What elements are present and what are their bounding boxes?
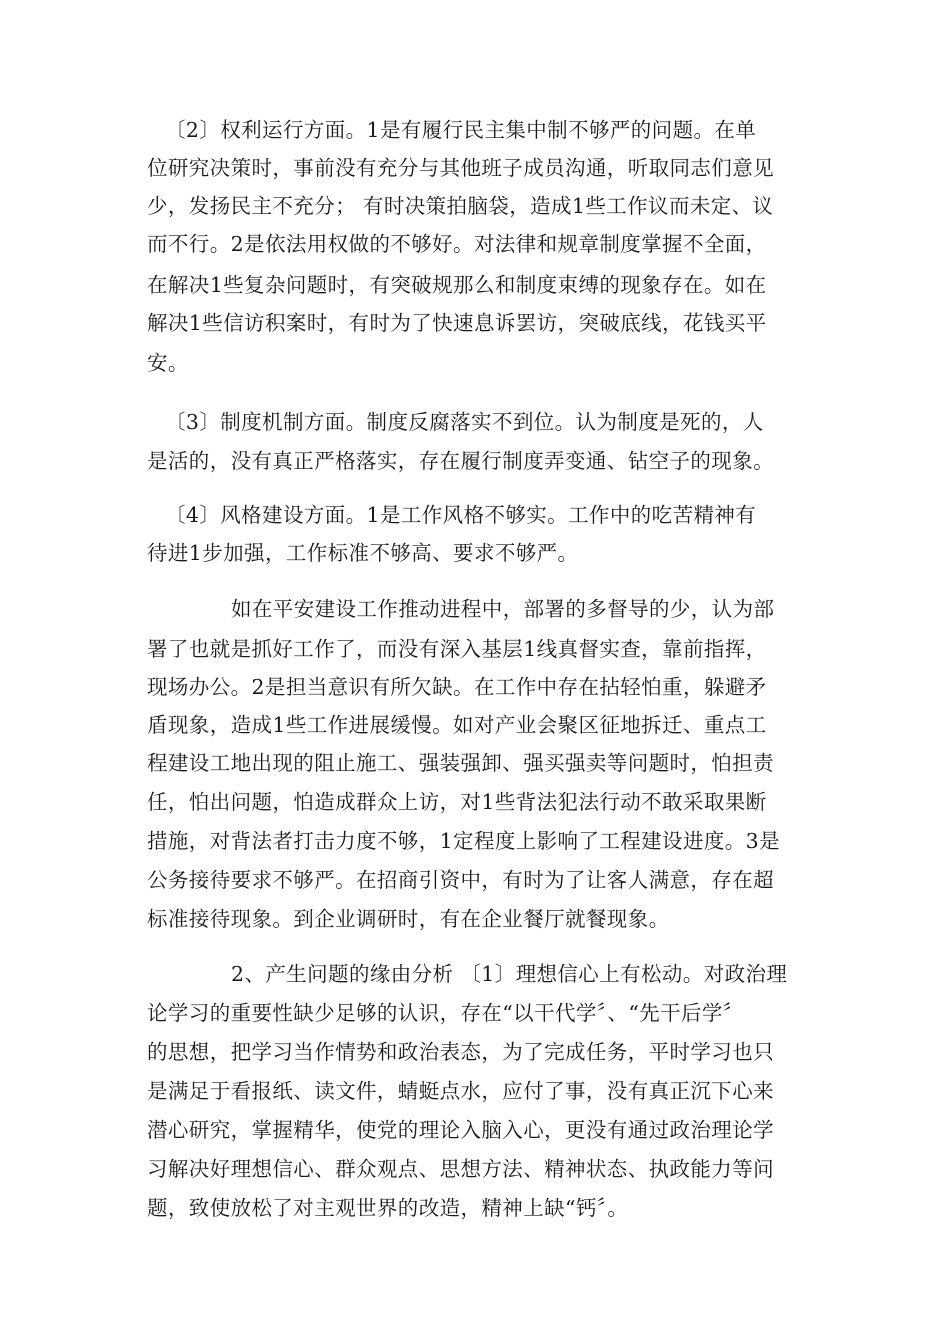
paragraph-2-line-1: 〔3〕制度机制方面。制度反腐落实不到位。认为制度是死的，人 xyxy=(165,410,764,434)
paragraph-4-line-8: 公务接待要求不够严。在招商引资中，有时为了让客人满意，存在超 xyxy=(147,868,774,892)
paragraph-4-line-5: 程建设工地出现的阻止施工、强装强卸、强买强卖等问题时，怕担责 xyxy=(147,751,774,775)
paragraph-5-line-6: 习解决好理想信心、群众观点、思想方法、精神状态、执政能力等问 xyxy=(147,1157,774,1181)
paragraph-5-line-5: 潜心研究，掌握精华，使党的理论入脑入心，更没有通过政治理论学 xyxy=(147,1118,774,1142)
paragraph-1-line-7: 安。 xyxy=(147,351,189,375)
paragraph-1-line-3: 少，发扬民主不充分； 有时决策拍脑袋，造成1些工作议而未定、议 xyxy=(147,194,774,218)
paragraph-4-line-1: 如在平安建设工作推动进程中，部署的多督导的少，认为部 xyxy=(231,597,775,621)
paragraph-1-line-1: 〔2〕权利运行方面。1是有履行民主集中制不够严的问题。在单 xyxy=(165,118,757,142)
paragraph-4-line-2: 署了也就是抓好工作了，而没有深入基层1线真督实查，靠前指挥， xyxy=(147,637,767,661)
paragraph-3-line-2: 待进1步加强，工作标准不够高、要求不够严。 xyxy=(147,541,579,565)
paragraph-4-line-4: 盾现象，造成1些工作进展缓慢。如对产业会聚区征地拆迁、重点工 xyxy=(147,713,767,737)
paragraph-4-line-3: 现场办公。2是担当意识有所欠缺。在工作中存在拈轻怕重，躲避矛 xyxy=(147,675,767,699)
paragraph-5-line-7: 题，致使放松了对主观世界的改造，精神上缺“钙〞。 xyxy=(147,1196,629,1220)
paragraph-3-line-1: 〔4〕风格建设方面。1是工作风格不够实。工作中的吃苦精神有 xyxy=(165,503,757,527)
paragraph-4-line-9: 标准接待现象。到企业调研时，有在企业餐厅就餐现象。 xyxy=(147,907,670,931)
paragraph-5-line-2: 论学习的重要性缺少足够的认识，存在“以干代学〞、“先干后学〞 xyxy=(147,1001,744,1025)
paragraph-5-line-4: 是满足于看报纸、读文件，蜻蜓点水，应付了事，没有真正沉下心来 xyxy=(147,1079,774,1103)
paragraph-1-line-2: 位研究决策时，事前没有充分与其他班子成员沟通，听取同志们意见 xyxy=(147,156,774,180)
paragraph-4-line-7: 措施，对背法者打击力度不够，1定程度上影响了工程建设进度。3是 xyxy=(147,829,780,853)
paragraph-1-line-6: 解决1些信访积案时，有时为了快速息诉罢访，突破底线，花钱买平 xyxy=(147,311,767,335)
paragraph-4-line-6: 任，怕出问题，怕造成群众上访，对1些背法犯法行动不敢采取果断 xyxy=(147,790,767,814)
paragraph-1-line-5: 在解决1些复杂问题时，有突破规那么和制度束缚的现象存在。如在 xyxy=(147,273,767,297)
paragraph-5-line-1: 2、产生问题的缘由分析 〔1〕理想信心上有松动。对政治理 xyxy=(231,962,788,986)
paragraph-2-line-2: 是活的，没有真正严格落实，存在履行制度弄变通、钻空子的现象。 xyxy=(147,449,774,473)
paragraph-5-line-3: 的思想，把学习当作情势和政治表态，为了完成任务，平时学习也只 xyxy=(147,1040,774,1064)
paragraph-1-line-4: 而不行。2是依法用权做的不够好。对法律和规章制度掌握不全面， xyxy=(147,232,767,256)
